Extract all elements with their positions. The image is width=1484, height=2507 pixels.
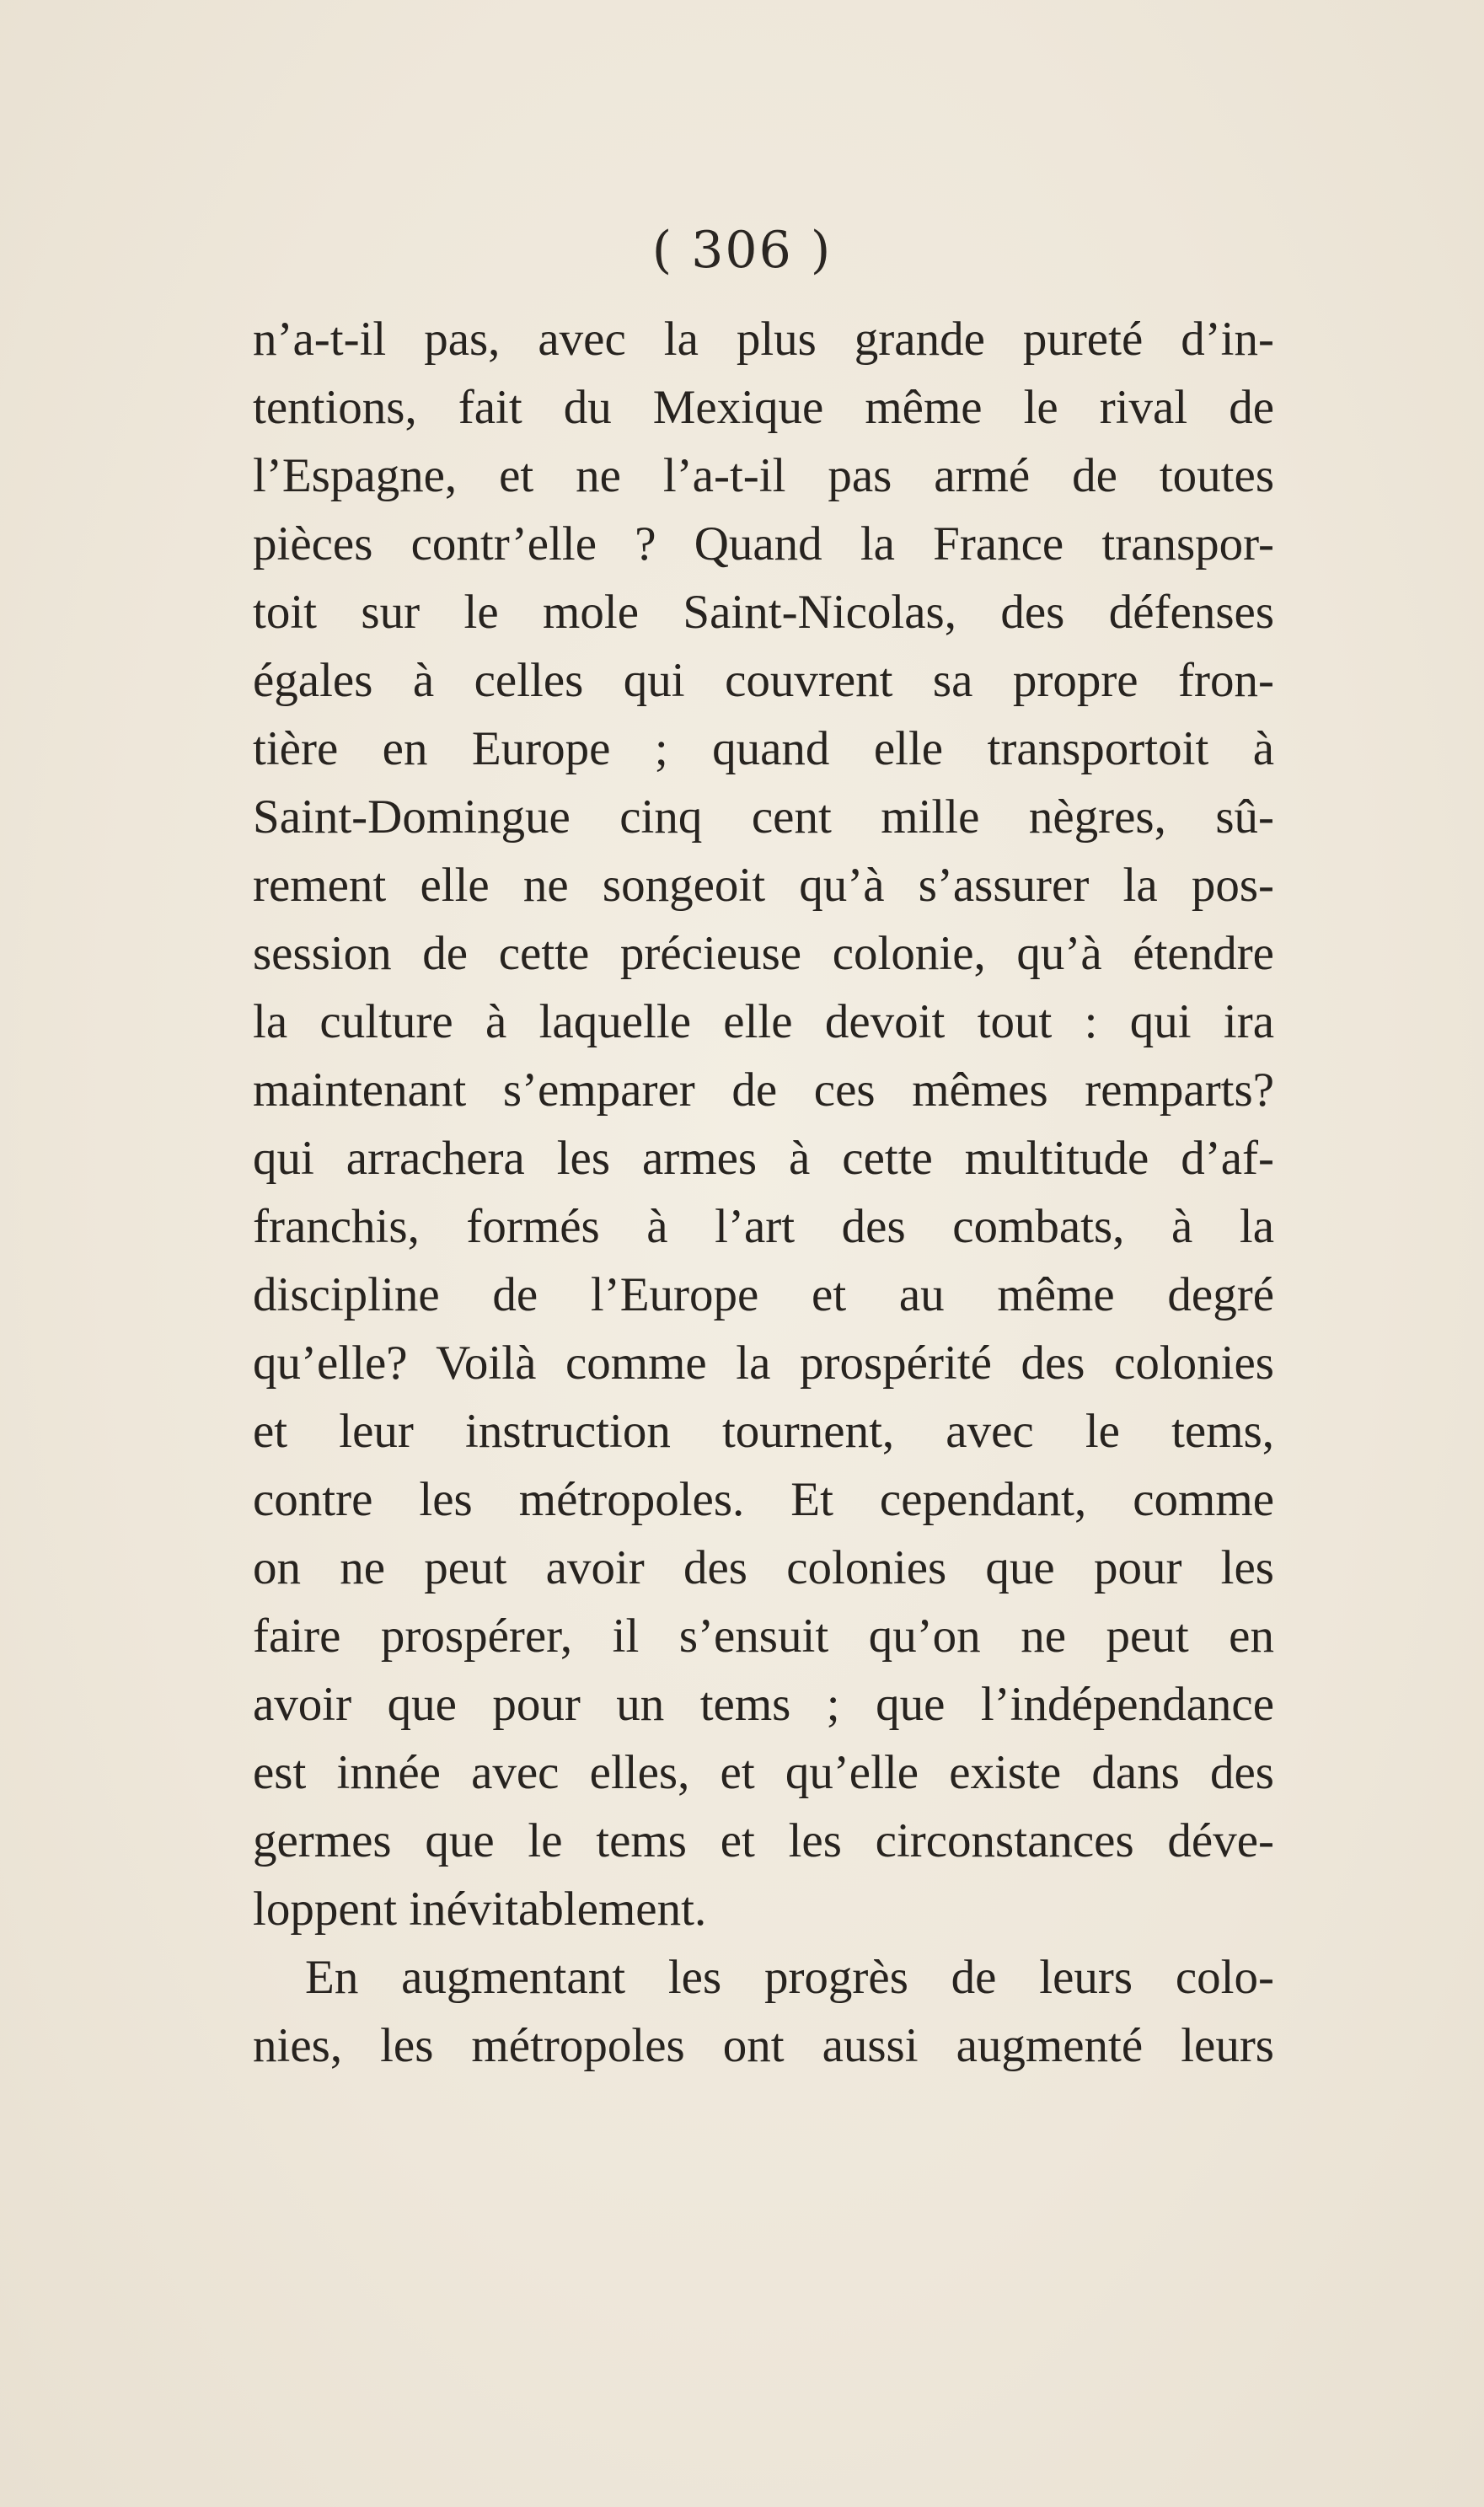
text-line: Saint-Domingue cinq cent mille nègres, sû-	[253, 790, 1274, 844]
text-line: loppent inévitablement.	[253, 1883, 707, 1936]
text-line: nies, les métropoles ont aussi augmenté leurs	[253, 2019, 1274, 2072]
text-line: qui arrachera les armes à cette multitude d’af-	[253, 1132, 1274, 1185]
text-line: la culture à laquelle elle devoit tout : qui ira	[253, 995, 1274, 1048]
page-number: ( 306 )	[651, 221, 833, 280]
text-line: rement elle ne songeoit qu’à s’assurer la pos-	[253, 859, 1274, 912]
text-line: discipline de l’Europe et au même degré	[253, 1268, 1274, 1321]
text-line: on ne peut avoir des colonies que pour les	[253, 1541, 1274, 1594]
text-line: qu’elle? Voilà comme la prospérité des colonies	[253, 1337, 1274, 1390]
text-line: et leur instruction tournent, avec le tems,	[253, 1405, 1274, 1458]
text-line: n’a-t-il pas, avec la plus grande pureté d’in-	[253, 313, 1274, 366]
text-line: tière en Europe ; quand elle transportoit à	[253, 722, 1274, 775]
text-line: franchis, formés à l’art des combats, à la	[253, 1200, 1274, 1253]
text-line: contre les métropoles. Et cependant, comme	[253, 1473, 1274, 1526]
text-line: germes que le tems et les circonstances déve-	[253, 1814, 1274, 1867]
text-line: l’Espagne, et ne l’a-t-il pas armé de toutes	[253, 449, 1274, 502]
text-line: En augmentant les progrès de leurs colo-	[305, 1951, 1274, 2004]
text-line: pièces contr’elle ? Quand la France transpor-	[253, 517, 1274, 571]
text-line: maintenant s’emparer de ces mêmes remparts?	[253, 1063, 1274, 1117]
text-line: faire prospérer, il s’ensuit qu’on ne peut en	[253, 1610, 1274, 1663]
text-line: toit sur le mole Saint-Nicolas, des défenses	[253, 586, 1274, 639]
text-line: session de cette précieuse colonie, qu’à étendre	[253, 927, 1274, 980]
text-line: tentions, fait du Mexique même le rival de	[253, 381, 1274, 434]
text-line: est innée avec elles, et qu’elle existe dans des	[253, 1746, 1274, 1799]
text-line: égales à celles qui couvrent sa propre fron-	[253, 654, 1274, 707]
text-line: avoir que pour un tems ; que l’indépendance	[253, 1678, 1274, 1731]
body-text	[253, 305, 1274, 2080]
